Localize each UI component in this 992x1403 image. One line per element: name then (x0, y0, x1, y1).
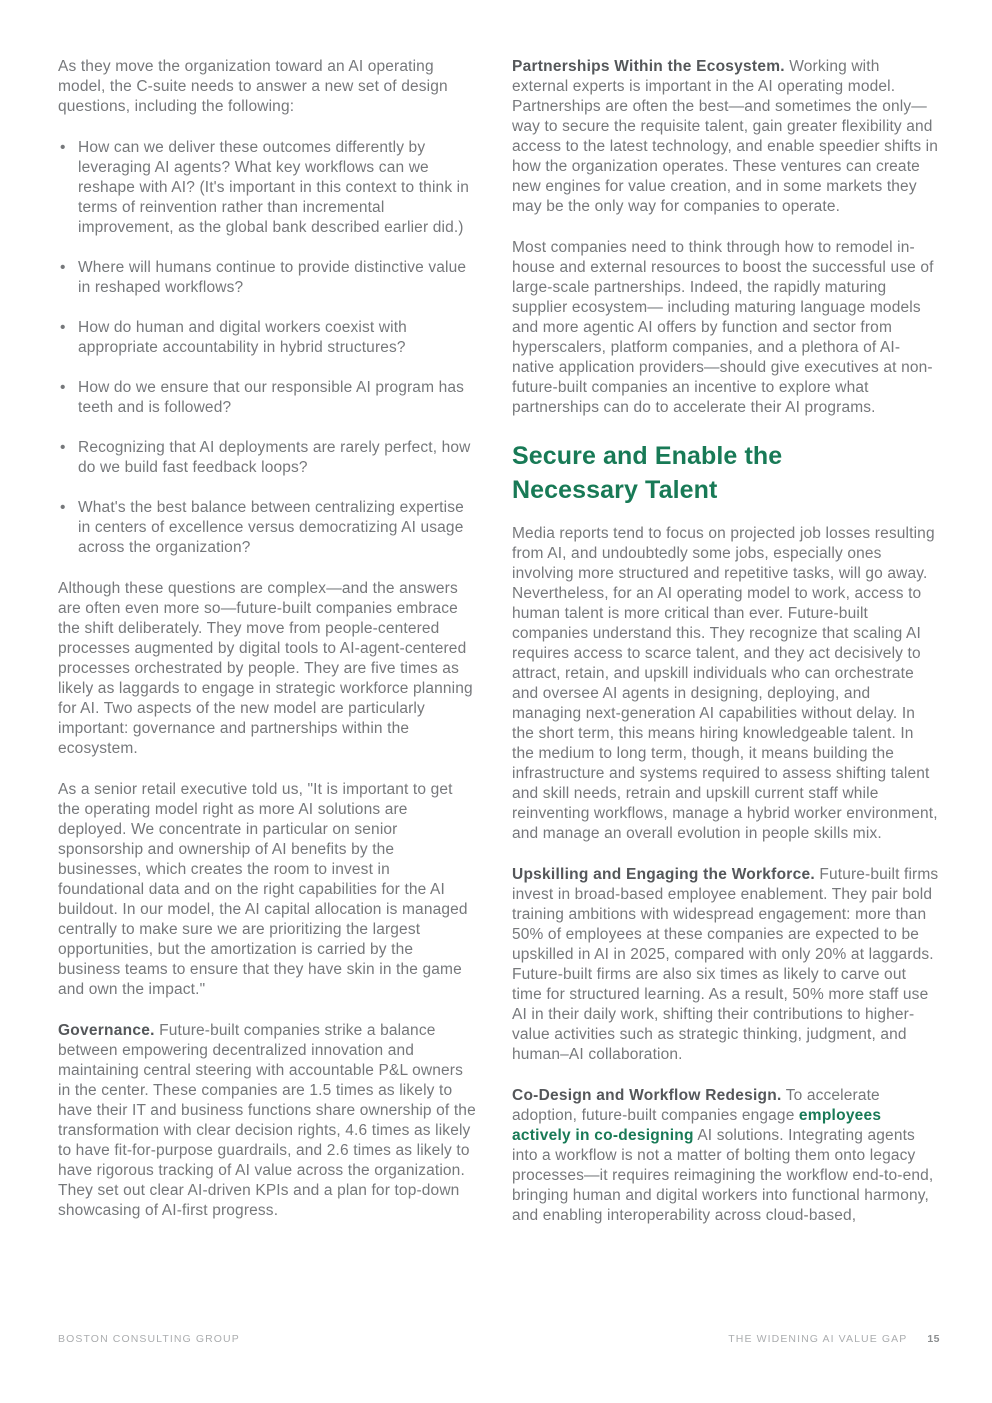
list-item-text: Where will humans continue to provide distinctive value in reshaped workflows? (78, 259, 467, 296)
section-heading-line2: Necessary Talent (512, 476, 718, 504)
list-item-text: Recognizing that AI deployments are rarely perfect, how do we build fast feedback loops? (78, 439, 471, 476)
list-item (58, 258, 478, 298)
list-item (58, 318, 478, 358)
list-item-text: How do we ensure that our responsible AI program has teeth and is followed? (78, 379, 465, 416)
partnerships-body-text: Working with external experts is important in the AI operating model. Partnerships are often the best—and sometimes the only—way to secure the requisite talent, gain greater flexibility and access to the latest technology, and enable speedier shifts in how the organization operates. These ventures can create new engines for value creation, and in some markets they may be the only way for companies to operate. (512, 58, 939, 215)
list-item (58, 498, 478, 558)
two-column-layout (58, 57, 940, 1226)
page-number: 15 (927, 1333, 940, 1345)
bullet-icon: • (60, 439, 66, 456)
right-column (512, 57, 940, 1226)
footer-company-name: BOSTON CONSULTING GROUP (58, 1333, 240, 1345)
bullet-icon: • (60, 259, 66, 276)
codesign-paragraph (512, 1086, 940, 1226)
upskilling-body-text: Future-built firms invest in broad-based employee enablement. They pair bold training ambitions with widespread engagement: more than 50% of employees at these companies are expected to be upskilled in AI in 2025, compared with only 20% at laggards. Future-built firms are also six times as likely to carve out time for structured learning. As a result, 50% more staff use AI in their daily work, shifting their contributions to higher-value activities such as strategic thinking, judgment, and human–AI collaboration. (512, 866, 939, 1063)
bullet-icon: • (60, 379, 66, 396)
codesign-run-in-heading: Co-Design and Workflow Redesign. (512, 1087, 782, 1104)
upskilling-run-in-heading: Upskilling and Engaging the Workforce. (512, 866, 815, 883)
footer-right-group (728, 1333, 940, 1346)
codesign-green-phrase: employees actively in co-designing (512, 1107, 882, 1144)
intro-paragraph: As they move the organization toward an AI operating model, the C-suite needs to answer a new set of design questions, including the following: (58, 58, 448, 115)
upskilling-paragraph (512, 865, 940, 1065)
list-item-text: How can we deliver these outcomes differently by leveraging AI agents? What key workflows can we reshape with AI? (It's important in this context to think in terms of reinvention rather than incremental improvement, as the global bank described earlier did.) (78, 139, 470, 236)
bullet-icon: • (60, 499, 66, 516)
executive-quote-paragraph: As a senior retail executive told us, "It is important to get the operating model right as more AI solutions are deployed. We concentrate in particular on senior sponsorship and ownership of AI benefits by the businesses, which creates the room to invest in foundational data and on the right capabilities for the AI buildout. In our model, the AI capital allocation is managed centrally to make sure we are prioritizing the largest opportunities, but the amortization is carried by the business teams to ensure that they have skin in the game and own the impact." (58, 781, 468, 998)
left-column (58, 57, 478, 1226)
list-item (58, 138, 478, 238)
governance-run-in-heading: Governance. (58, 1022, 155, 1039)
section-heading (512, 439, 940, 507)
governance-paragraph (58, 1021, 478, 1221)
list-item-text: What's the best balance between centralizing expertise in centers of excellence versus democratizing AI usage across the organization? (78, 499, 464, 556)
section-heading-line1: Secure and Enable the (512, 442, 783, 470)
list-item (58, 438, 478, 478)
governance-body-text: Future-built companies strike a balance between empowering decentralized innovation and maintaining central steering with accountable P&L owners in the center. These companies are 1.5 times as likely to have their IT and business functions share ownership of the transformation with clear decision rights, 4.6 times as likely to have fit-for-purpose guardrails, and 2.6 times as likely to have rigorous tracking of AI value across the organization. They set out clear AI-driven KPIs and a plan for top-down showcasing of AI-first progress. (58, 1022, 476, 1219)
codesign-body-pre: To accelerate adoption, future-built companies engage (512, 1087, 880, 1124)
design-questions-list (58, 138, 478, 558)
media-reports-paragraph: Media reports tend to focus on projected job losses resulting from AI, and undoubtedly some jobs, especially ones involving more structured and repetitive tasks, will go away. Nevertheless, for an AI operating model to work, access to human talent is more critical than ever. Future-built companies understand this. They recognize that scaling AI requires access to scarce talent, and they act decisively to attract, retain, and upskill individuals who can orchestrate and oversee AI agents in designing, deploying, and managing next-generation AI capabilities without delay. In the short term, this means hiring knowledgeable talent. In the medium to long term, though, it means building the infrastructure and systems required to assess shifting talent and skill needs, retrain and upskill current staff while reinventing workflows, manage a hybrid worker environment, and manage an overall evolution in people skills mix. (512, 525, 938, 842)
codesign-body-post: AI solutions. Integrating agents into a workflow is not a matter of bolting them onto legacy processes—it requires reimagining the workflow end-to-end, bringing human and digital workers into functional harmony, and enabling interoperability across cloud-based, (512, 1127, 934, 1224)
most-companies-paragraph: Most companies need to think through how to remodel in-house and external resources to boost the successful use of large-scale partnerships. Indeed, the rapidly maturing supplier ecosystem— including maturing language models and more agentic AI offers by function and sector from hyperscalers, platform companies, and a plethora of AI-native application providers—should give executives at non-future-built companies an incentive to explore what partnerships can do to accelerate their AI programs. (512, 239, 934, 416)
bullet-icon: • (60, 319, 66, 336)
footer-report-title: THE WIDENING AI VALUE GAP (728, 1333, 908, 1345)
list-item (58, 378, 478, 418)
partnerships-paragraph (512, 57, 940, 217)
bullet-icon: • (60, 139, 66, 156)
although-paragraph: Although these questions are complex—and the answers are often even more so—future-built companies embrace the shift deliberately. They move from people-centered processes augmented by digital tools to AI-agent-centered processes orchestrated by people. They are five times as likely as laggards to engage in strategic workforce planning for AI. Two aspects of the new model are particularly important: governance and partnerships within the ecosystem. (58, 580, 473, 757)
partnerships-run-in-heading: Partnerships Within the Ecosystem. (512, 58, 785, 75)
list-item-text: How do human and digital workers coexist with appropriate accountability in hybrid structures? (78, 319, 407, 356)
page-footer (58, 1333, 940, 1346)
